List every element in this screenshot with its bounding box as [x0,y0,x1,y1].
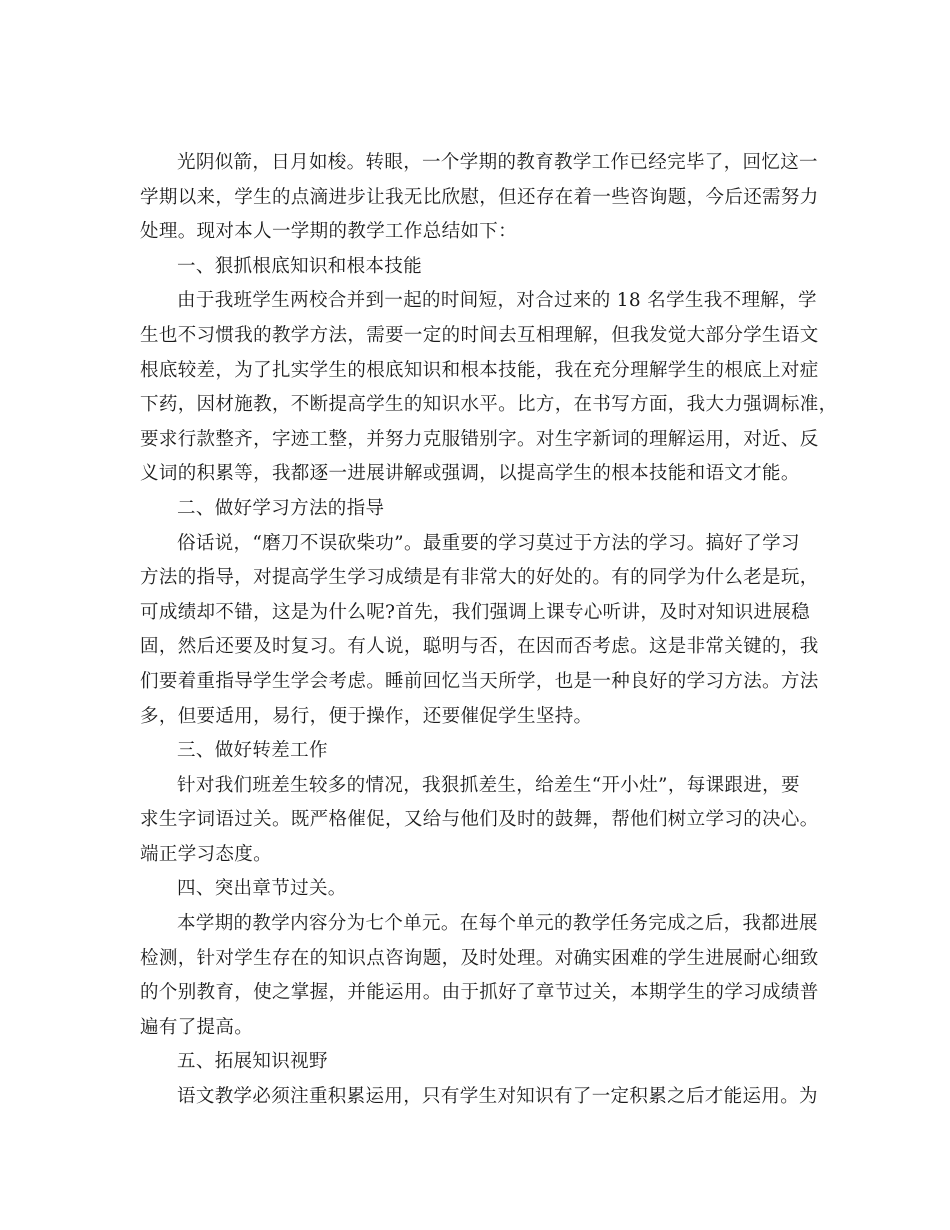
text-line: 多，但要适用，易行，便于操作，还要催促学生坚持。 [140,705,593,727]
text-line: 四、突出章节过关。 [177,878,347,900]
text-line: 检测，针对学生存在的知识点咨询题，及时处理。对确实困难的学生进展耐心细致 [140,947,819,969]
text-line: 下药，因材施教，不断提高学生的知识水平。比方，在书写方面，我大力强调标准， [140,394,838,416]
text-line: 可成绩却不错，这是为什么呢?首先，我们强调上课专心听讲，及时对知识进展稳 [140,601,811,623]
text-line: 俗话说，“磨刀不误砍柴功”。最重要的学习莫过于方法的学习。搞好了学习 [177,532,800,554]
text-line: 语文教学必须注重积累运用，只有学生对知识有了一定积累之后才能运用。为 [177,1086,818,1108]
text-line: 处理。现对本人一学期的教学工作总结如下： [140,221,518,243]
text-line: 一、狠抓根底知识和根本技能 [177,255,423,277]
text-line: 由于我班学生两校合并到一起的时间短，对合过来的 18 名学生我不理解，学 [177,290,817,312]
text-line: 光阴似箭，日月如梭。转眼，一个学期的教育教学工作已经完毕了，回忆这一 [177,152,818,173]
text-line: 遍有了提高。 [140,1016,254,1038]
text-line: 要求行款整齐，字迹工整，并努力克服错别字。对生字新词的理解运用，对近、反 [140,428,819,450]
text-line: 的个别教育，使之掌握，并能运用。由于抓好了章节过关，本期学生的学习成绩普 [140,982,819,1004]
text-line: 针对我们班差生较多的情况，我狠抓差生，给差生“开小灶”，每课跟进，要 [177,774,800,796]
text-line: 们要着重指导学生学会考虑。睡前回忆当天所学，也是一种良好的学习方法。方法 [140,670,819,692]
text-line: 义词的积累等，我都逐一进展讲解或强调，以提高学生的根本技能和语文才能。 [140,463,800,485]
text-line: 方法的指导，对提高学生学习成绩是有非常大的好处的。有的同学为什么老是玩， [140,567,819,589]
text-line: 根底较差，为了扎实学生的根底知识和根本技能，我在充分理解学生的根底上对症 [140,359,819,381]
text-line: 学期以来，学生的点滴进步让我无比欣慰，但还存在着一些咨询题，今后还需努力 [140,186,819,208]
text-line: 五、拓展知识视野 [177,1051,328,1073]
text-line: 本学期的教学内容分为七个单元。在每个单元的教学任务完成之后，我都进展 [177,913,818,935]
text-line: 生也不习惯我的教学方法，需要一定的时间去互相理解，但我发觉大部分学生语文 [140,324,819,346]
text-line: 三、做好转差工作 [177,740,328,762]
text-line: 端正学习态度。 [140,843,272,865]
text-line: 二、做好学习方法的指导 [177,497,385,519]
document-body [140,146,838,1115]
text-line: 固，然后还要及时复习。有人说，聪明与否，在因而否考虑。这是非常关键的，我 [140,636,819,658]
text-line: 求生字词语过关。既严格催促，又给与他们及时的鼓舞，帮他们树立学习的决心。 [140,809,819,831]
